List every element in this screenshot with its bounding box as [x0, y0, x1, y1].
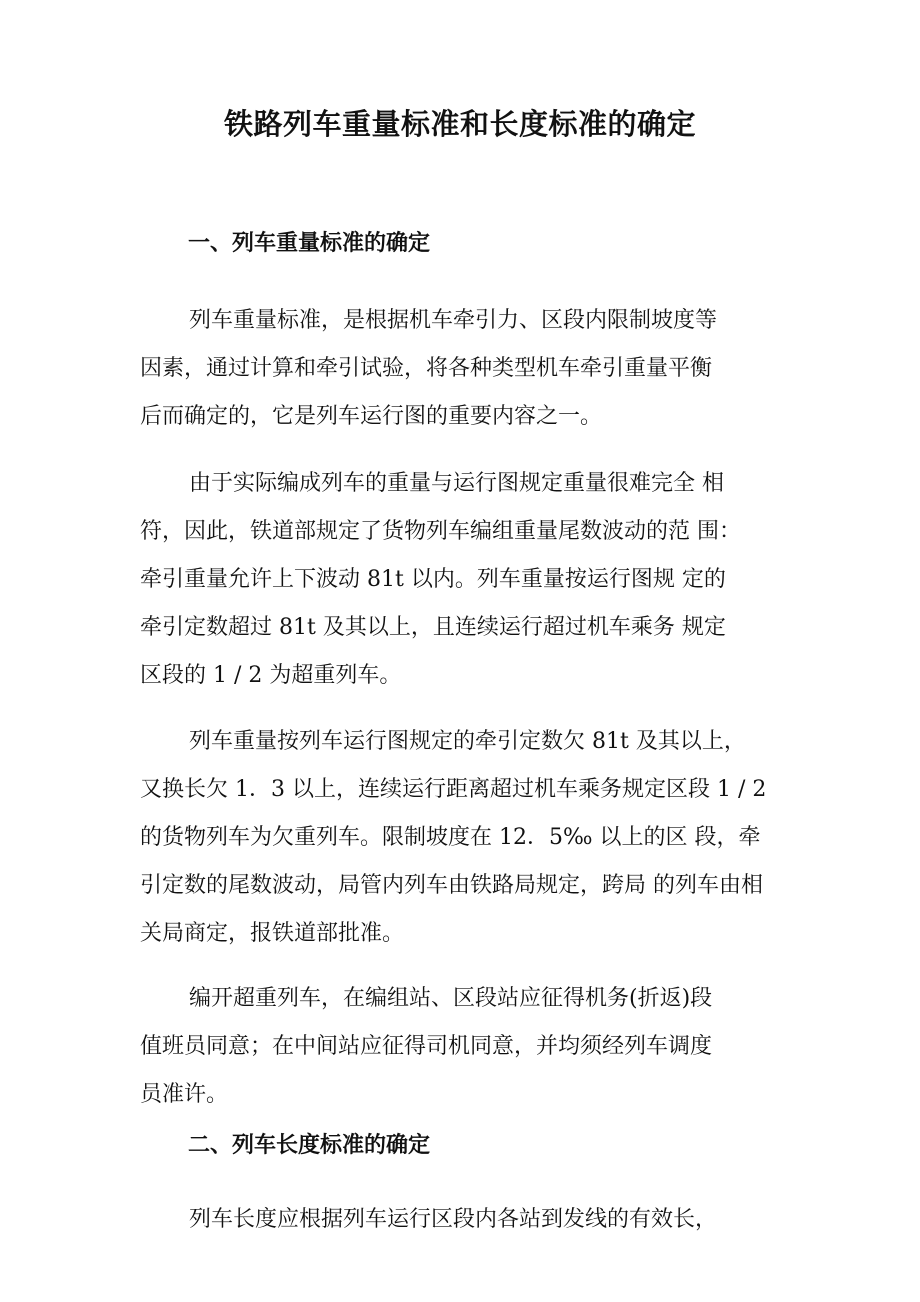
paragraph-line: 牵引定数超过 81t 及其以上，且连续运行超过机车乘务 规定 — [140, 615, 726, 640]
paragraph-approval — [140, 975, 825, 1119]
paragraph-line: 引定数的尾数波动，局管内列车由铁路局规定，跨局 的列车由相 — [140, 873, 763, 898]
paragraph-underweight-train — [140, 718, 825, 958]
section-heading-length: 二、列车长度标准的确定 — [188, 1132, 431, 1158]
paragraph-line: 符，因此，铁道部规定了货物列车编组重量尾数波动的范 围： — [140, 519, 741, 544]
document-title: 铁路列车重量标准和长度标准的确定 — [223, 107, 696, 141]
paragraph-line: 员准许。 — [140, 1082, 229, 1107]
paragraph-line: 的货物列车为欠重列车。限制坡度在 12．5‰ 以上的区 段，牵 — [140, 825, 761, 850]
paragraph-length-definition — [140, 1196, 825, 1244]
paragraph-line: 列车重量标准，是根据机车牵引力、区段内限制坡度等 — [189, 308, 718, 333]
paragraph-line: 编开超重列车，在编组站、区段站应征得机务(折返)段 — [189, 986, 713, 1011]
paragraph-line: 因素，通过计算和牵引试验，将各种类型机车牵引重量平衡 — [140, 356, 713, 381]
paragraph-line: 由于实际编成列车的重量与运行图规定重量很难完全 相 — [189, 471, 724, 496]
section-heading-weight: 一、列车重量标准的确定 — [188, 230, 431, 256]
paragraph-line: 牵引重量允许上下波动 81t 以内。列车重量按运行图规 定的 — [140, 567, 726, 592]
paragraph-line: 列车长度应根据列车运行区段内各站到发线的有效长， — [189, 1207, 718, 1232]
paragraph-line: 关局商定，报铁道部批准。 — [140, 921, 405, 946]
paragraph-overweight-train — [140, 460, 825, 700]
paragraph-line: 又换长欠 1．3 以上，连续运行距离超过机车乘务规定区段 1 / 2 — [140, 777, 767, 802]
paragraph-line: 列车重量按列车运行图规定的牵引定数欠 81t 及其以上， — [189, 729, 746, 754]
paragraph-line: 区段的 1 / 2 为超重列车。 — [140, 663, 402, 688]
paragraph-line: 值班员同意；在中间站应征得司机同意，并均须经列车调度 — [140, 1034, 713, 1059]
paragraph-line: 后而确定的，它是列车运行图的重要内容之一。 — [140, 404, 603, 429]
paragraph-weight-definition — [140, 297, 825, 441]
